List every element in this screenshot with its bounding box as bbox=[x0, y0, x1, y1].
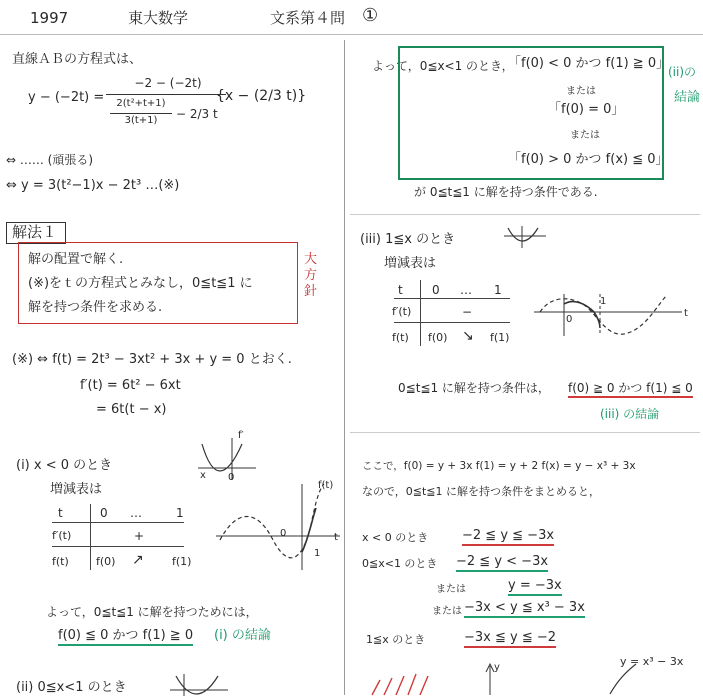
summary-or1: または bbox=[436, 584, 466, 595]
summary-case2-condition: 0≦x<1 のとき bbox=[362, 557, 438, 570]
t1-h-dots: … bbox=[130, 506, 142, 520]
header-university: 東大数学 bbox=[128, 9, 189, 27]
t3-f1: f(1) bbox=[490, 331, 510, 344]
summary-or2: または bbox=[432, 606, 462, 617]
t3-f-label: f(t) bbox=[392, 331, 409, 344]
eq-continue: ⇔ …… (頑張る) bbox=[6, 153, 94, 167]
header-problem: 文系第４問 bbox=[270, 9, 346, 27]
summary-line: なので，0≦t≦1 に解を持つ条件をまとめると， bbox=[362, 485, 601, 498]
t1-h-t: t bbox=[58, 506, 63, 520]
t1-fp-sign: + bbox=[134, 529, 145, 543]
header-part: ① bbox=[362, 5, 379, 26]
final-graph-y-axis: y bbox=[494, 662, 500, 673]
graph3-origin-label: 0 bbox=[566, 314, 573, 325]
header-year: 1997 bbox=[30, 9, 69, 27]
case1-conclusion: f(0) ≦ 0 かつ f(1) ≧ 0 bbox=[58, 628, 193, 646]
t1-arrow: ↗ bbox=[132, 552, 144, 568]
eq-rhs: {x − (2/3 t)} bbox=[216, 88, 307, 104]
graph1-o-label: 0 bbox=[228, 472, 235, 483]
t3-vrule bbox=[420, 280, 421, 346]
box-or1: または bbox=[566, 86, 596, 97]
case1-conclusion-pre: よって，0≦t≦1 に解を持つためには， bbox=[46, 605, 258, 619]
summary-case2-result2: y = −3x bbox=[508, 578, 562, 596]
right-intro: よって，0≦x<1 のとき， bbox=[372, 59, 514, 73]
t3-h-1: 1 bbox=[494, 283, 502, 297]
method-title: 解法１ bbox=[12, 223, 58, 241]
frac-bar bbox=[106, 94, 226, 95]
graph1-fp-label: f′ bbox=[238, 430, 244, 441]
summary-case3-result: −3x ≦ y ≦ −2 bbox=[464, 630, 556, 648]
graph3-t-label: t bbox=[684, 308, 688, 319]
t1-rule2 bbox=[52, 546, 184, 547]
case3-table-title: 増減表は bbox=[384, 256, 437, 271]
t3-fp-label: f′(t) bbox=[392, 305, 412, 318]
case3-condition2: f(0) ≧ 0 かつ f(1) ≦ 0 bbox=[568, 380, 693, 398]
case1-table-title: 増減表は bbox=[50, 482, 103, 497]
derivative-line1: f′(t) = 6t² − 6xt bbox=[80, 378, 181, 393]
t3-f0: f(0) bbox=[428, 331, 448, 344]
right-rule1 bbox=[350, 214, 700, 215]
case3-parabola-sketch bbox=[504, 224, 548, 250]
graph1-t-label: t bbox=[334, 532, 338, 543]
graph3-one-label: 1 bbox=[600, 296, 607, 307]
summary-case2-result: −2 ≦ y < −3x bbox=[456, 554, 548, 572]
summary-case3-condition: 1≦x のとき bbox=[366, 633, 426, 646]
method-line2: (※)をｔの方程式とみなし，0≦t≦1 に bbox=[28, 276, 253, 291]
eq-lhs: y − (−2t) = bbox=[28, 90, 105, 105]
box-or2: または bbox=[570, 130, 600, 141]
eq-result: ⇔ y = 3(t²−1)x − 2t³ …(※) bbox=[6, 178, 180, 193]
summary-case1-result: −2 ≦ y ≦ −3x bbox=[462, 528, 554, 546]
graph1-one-label: 1 bbox=[314, 548, 321, 559]
graph1-x-label: x bbox=[200, 470, 206, 481]
method-line3: 解を持つ条件を求める. bbox=[28, 300, 163, 315]
case2-heading: (ii) 0≦x<1 のとき bbox=[16, 680, 127, 695]
graph1-origin-label: 0 bbox=[280, 528, 287, 539]
function-definition: (※) ⇔ f(t) = 2t³ − 3xt² + 3x + y = 0 とおく. bbox=[12, 352, 292, 367]
frac-minus-term: − 2/3 t bbox=[176, 107, 218, 121]
t1-h-0: 0 bbox=[100, 506, 108, 520]
frac-inner-denominator: 3(t+1) bbox=[124, 115, 158, 126]
t1-f0: f(0) bbox=[96, 555, 116, 568]
after-box-text: が 0≦t≦1 に解を持つ条件である. bbox=[414, 185, 598, 199]
t3-h-t: t bbox=[398, 283, 403, 297]
line-equation-intro: 直線ＡＢの方程式は、 bbox=[12, 52, 143, 67]
case3-condition: 0≦t≦1 に解を持つ条件は， bbox=[398, 381, 550, 395]
header-rule bbox=[0, 34, 703, 35]
summary-case2-result3: −3x < y ≦ x³ − 3x bbox=[464, 600, 585, 618]
frac-numerator: −2 − (−2t) bbox=[134, 76, 202, 90]
case1-tag: (i) の結論 bbox=[214, 628, 271, 643]
t1-h-1: 1 bbox=[176, 506, 184, 520]
case2-parabola-sketch bbox=[170, 672, 230, 696]
method-line1: 解の配置で解く. bbox=[28, 252, 124, 267]
t3-rule1 bbox=[394, 298, 510, 299]
derivative-line2: = 6t(t − x) bbox=[96, 402, 167, 417]
t3-rule2 bbox=[394, 322, 510, 323]
box-line2: 「f(0) = 0」 bbox=[548, 102, 625, 117]
frac-inner-numerator: 2(t²+t+1) bbox=[116, 98, 166, 109]
box-line3: 「f(0) > 0 かつ f(x) ≦ 0」 bbox=[508, 152, 669, 167]
frac-inner-bar bbox=[110, 113, 172, 114]
t1-vrule bbox=[90, 504, 91, 570]
box-tag2: 結論 bbox=[674, 90, 701, 105]
graph1-ft-label: f(t) bbox=[318, 480, 334, 491]
case3-tag: (iii) の結論 bbox=[600, 407, 660, 421]
summary-case1-condition: x < 0 のとき bbox=[362, 531, 429, 544]
policy-note: 大方針 bbox=[304, 252, 318, 299]
final-graph-curve-label: y = x³ − 3x bbox=[620, 655, 684, 668]
box-tag1: (ii)の bbox=[668, 65, 697, 79]
page-divider bbox=[344, 40, 345, 695]
box-line1: 「f(0) < 0 かつ f(1) ≧ 0」 bbox=[508, 56, 670, 71]
t1-rule1 bbox=[52, 522, 184, 523]
right-rule2 bbox=[350, 432, 700, 433]
case1-heading: (i) x < 0 のとき bbox=[16, 458, 113, 473]
t3-arrow: ↘ bbox=[462, 328, 474, 344]
t3-fp-sign: − bbox=[462, 305, 473, 319]
t3-h-0: 0 bbox=[432, 283, 440, 297]
t1-f1: f(1) bbox=[172, 555, 192, 568]
values-line: ここで，f(0) = y + 3x f(1) = y + 2 f(x) = y − x³ + 3x bbox=[362, 460, 636, 472]
graph3-cubic-sketch bbox=[534, 290, 684, 338]
case3-heading: (iii) 1≦x のとき bbox=[360, 232, 456, 247]
t1-f-label: f(t) bbox=[52, 555, 69, 568]
t1-fp-label: f′(t) bbox=[52, 529, 72, 542]
t3-h-dots: … bbox=[460, 283, 472, 297]
